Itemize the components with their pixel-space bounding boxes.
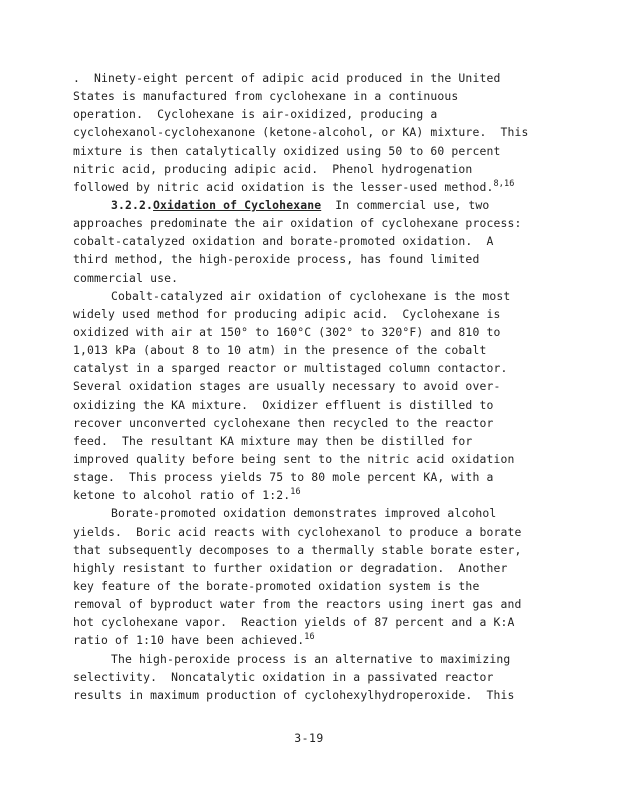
text-line: cobalt-catalyzed oxidation and borate-promoted oxidation. A: [73, 234, 494, 249]
text-line: . Ninety-eight percent of adipic acid produced in the United: [73, 71, 501, 85]
section-title: Oxidation of Cyclohexane: [153, 197, 322, 212]
text-line: highly resistant to further oxidation or degradation. Another: [73, 560, 508, 575]
section-heading-line: [73, 196, 553, 214]
text-line: catalyst in a sparged reactor or multistaged column contactor.: [73, 361, 508, 376]
text-line: improved quality before being sent to the nitric acid oxidation: [73, 451, 515, 466]
text-line-content: ratio of 1:10 have been achieved.: [73, 633, 305, 648]
reference-superscript: 8,16: [493, 178, 515, 189]
section-text: In commercial use, two: [321, 197, 490, 212]
text-line: commercial use.: [73, 270, 179, 285]
page-number: 3-19: [294, 731, 324, 745]
text-line-content: followed by nitric acid oxidation is the lesser-used method.: [73, 179, 494, 194]
text-line: feed. The resultant KA mixture may then be distilled for: [73, 433, 473, 448]
text-line: results in maximum production of cyclohexylhydroperoxide. This: [73, 687, 515, 702]
text-line: hot cyclohexane vapor. Reaction yields of 87 percent and a K:A: [73, 615, 515, 630]
text-line: widely used method for producing adipic acid. Cyclohexane is: [73, 306, 501, 321]
text-line: that subsequently decomposes to a thermally stable borate ester,: [73, 542, 522, 557]
text-line: The high-peroxide process is an alternative to maximizing: [111, 651, 511, 666]
text-line: key feature of the borate-promoted oxidation system is the: [73, 578, 480, 593]
text-line: approaches predominate the air oxidation of cyclohexane process:: [73, 216, 522, 231]
text-line: stage. This process yields 75 to 80 mole percent KA, with a: [73, 470, 494, 485]
section-number: 3.2.2.: [111, 197, 154, 212]
text-line: cyclohexanol-cyclohexanone (ketone-alcohol, or KA) mixture. This: [73, 125, 529, 140]
text-line: selectivity. Noncatalytic oxidation in a passivated reactor: [73, 669, 494, 684]
text-line: 1,013 kPa (about 8 to 10 atm) in the presence of the cobalt: [73, 343, 487, 358]
text-line: mixture is then catalytically oxidized using 50 to 60 percent: [73, 143, 501, 158]
text-line-content: ketone to alcohol ratio of 1:2.: [73, 488, 291, 503]
text-line: [73, 486, 553, 504]
text-line: Cobalt-catalyzed air oxidation of cyclohexane is the most: [111, 288, 511, 303]
text-line: nitric acid, producing adipic acid. Phenol hydrogenation: [73, 161, 473, 176]
text-line: oxidizing the KA mixture. Oxidizer effluent is distilled to: [73, 397, 494, 412]
reference-superscript: 16: [304, 632, 315, 643]
text-line: removal of byproduct water from the reactors using inert gas and: [73, 597, 522, 612]
reference-superscript: 16: [290, 487, 301, 498]
text-line: yields. Boric acid reacts with cyclohexanol to produce a borate: [73, 524, 522, 539]
text-line: third method, the high-peroxide process, has found limited: [73, 252, 480, 267]
text-line: Several oxidation stages are usually necessary to avoid over-: [73, 379, 501, 394]
text-line: Borate-promoted oxidation demonstrates improved alcohol: [111, 506, 497, 521]
text-line: recover unconverted cyclohexane then recycled to the reactor: [73, 415, 494, 430]
text-line: operation. Cyclohexane is air-oxidized, producing a: [73, 107, 438, 122]
text-line: [73, 631, 553, 649]
body-text: [73, 69, 553, 704]
text-line: [73, 178, 553, 196]
text-line: States is manufactured from cyclohexane in a continuous: [73, 89, 459, 104]
text-line: oxidized with air at 150° to 160°C (302° to 320°F) and 810 to: [73, 324, 501, 339]
